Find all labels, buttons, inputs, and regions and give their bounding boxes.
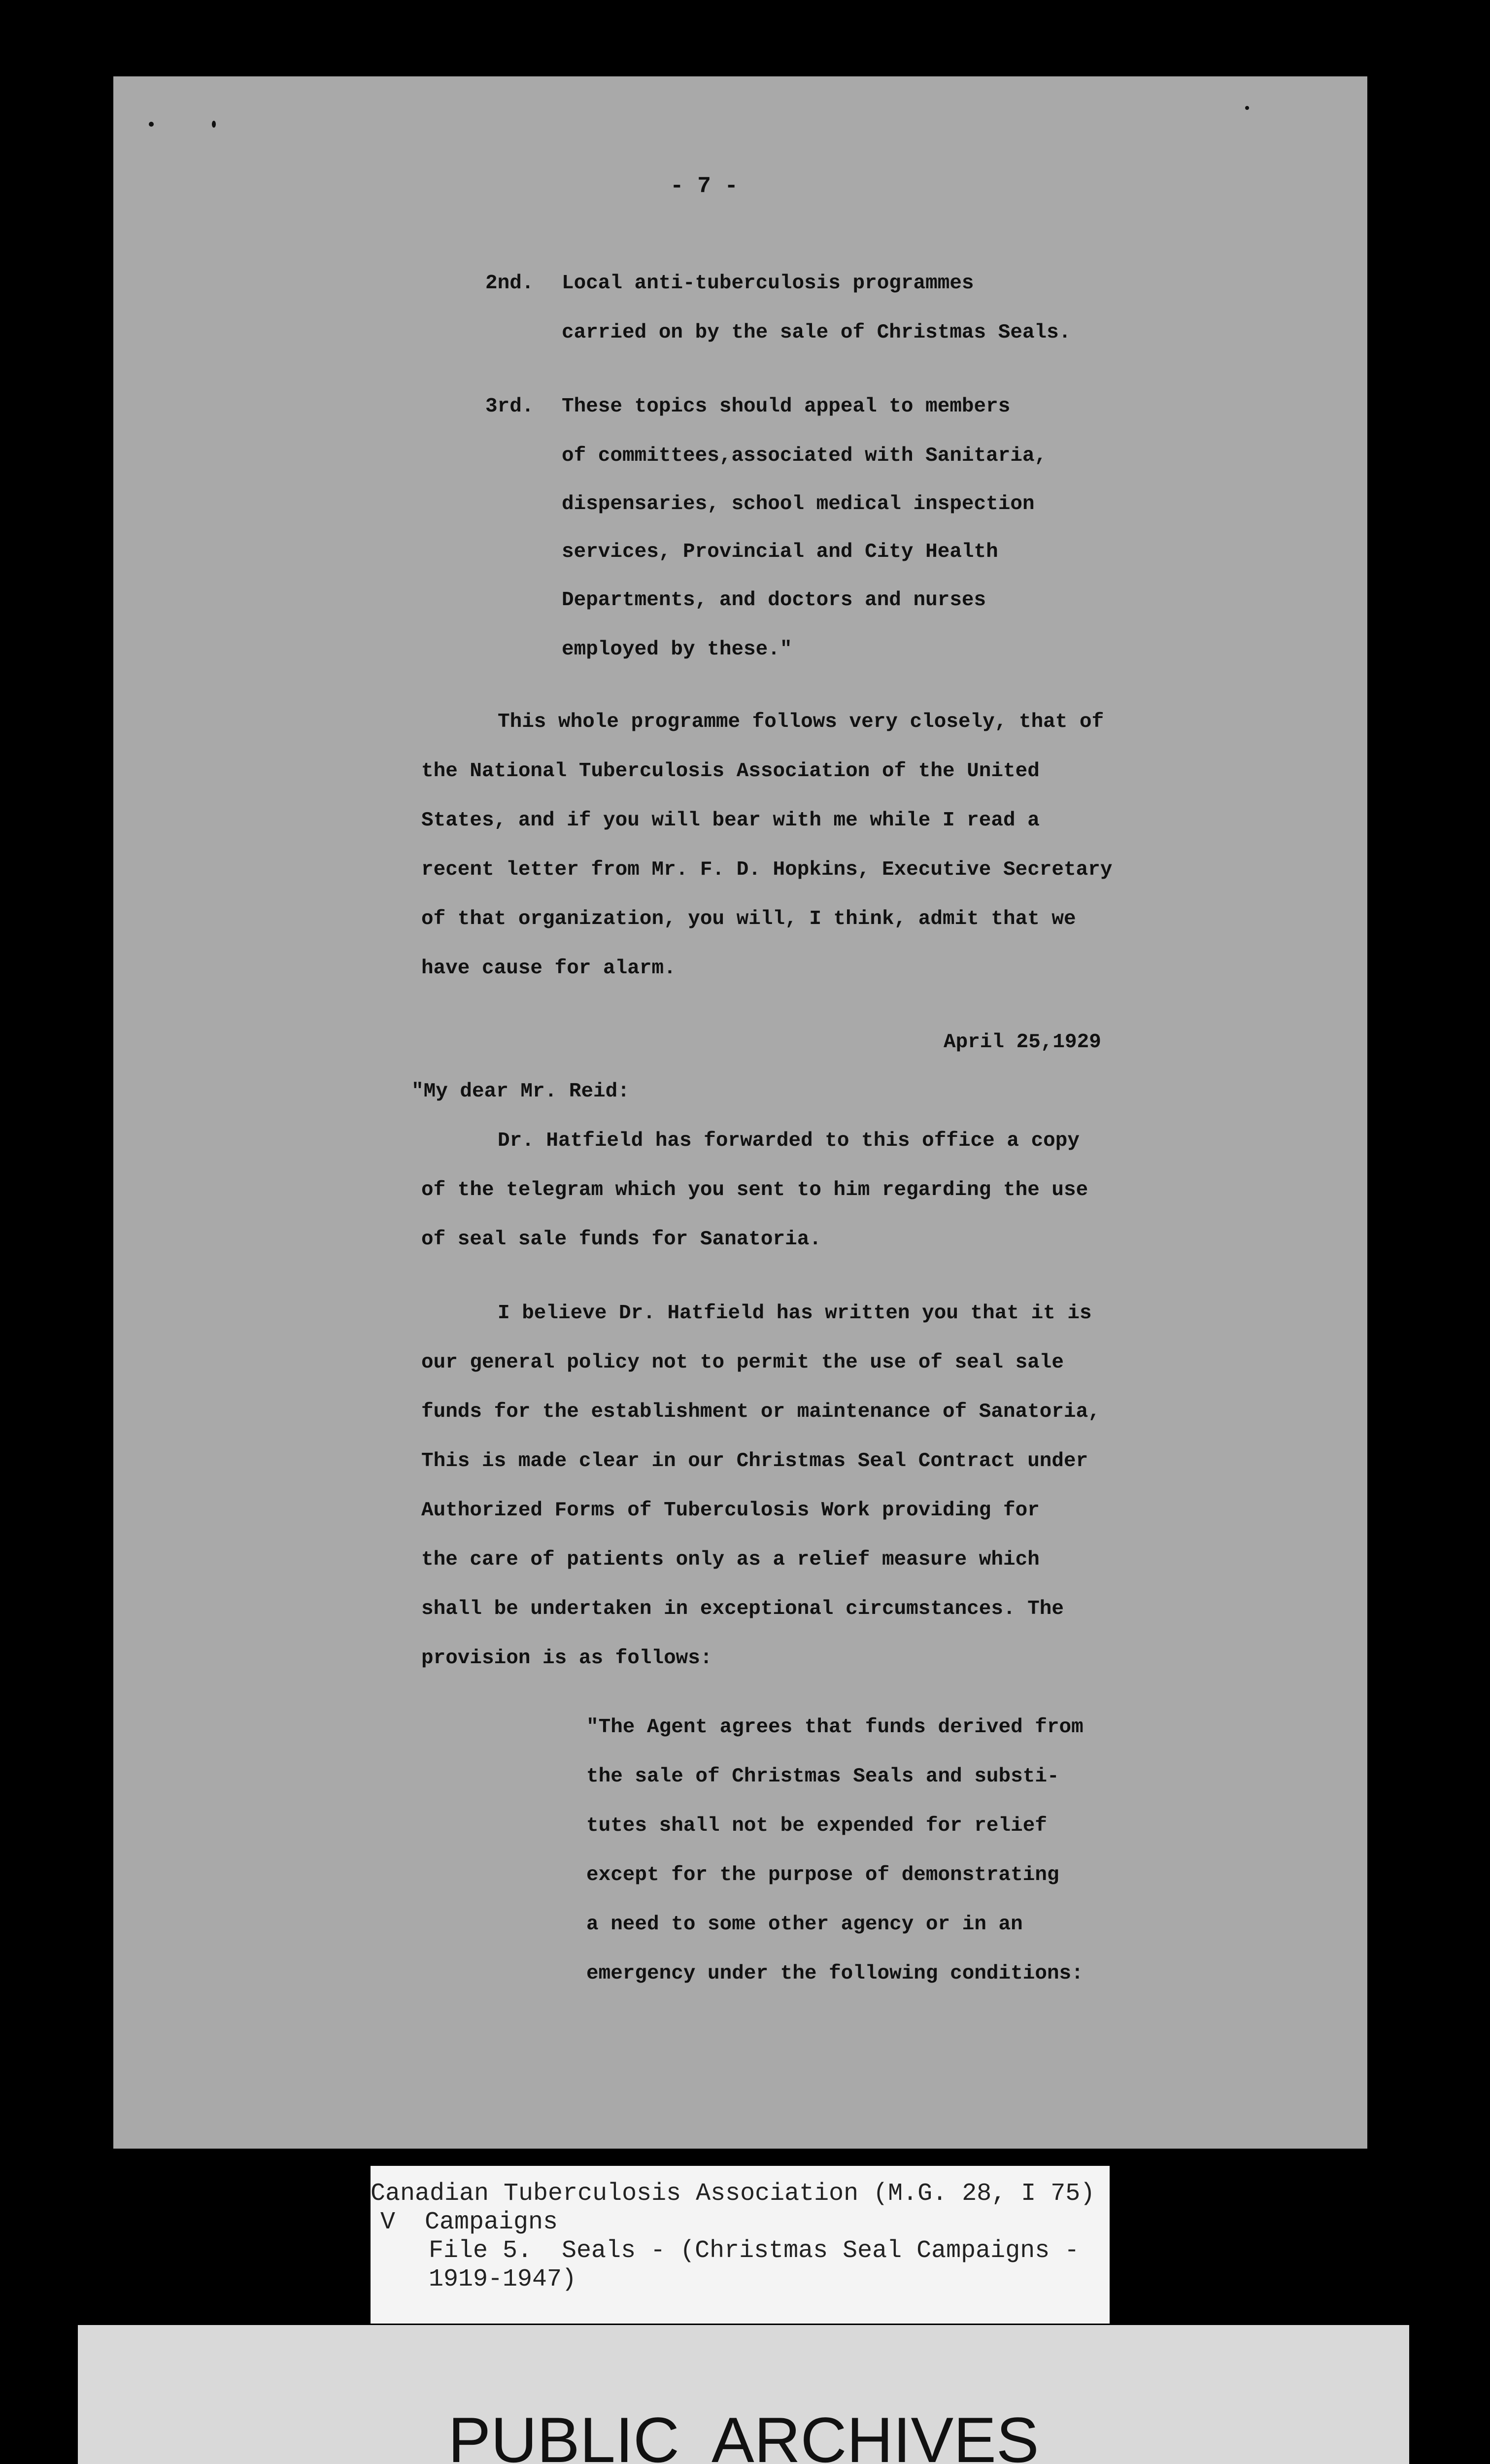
archive-reference-label	[371, 2166, 1110, 2324]
paper-speck	[212, 121, 216, 128]
archive-label-series: V Campaigns	[380, 2208, 558, 2236]
archive-label-years: 1919-1947)	[429, 2265, 577, 2293]
paragraph-3-line: I believe Dr. Hatfield has written you that it is	[498, 1302, 1092, 1325]
item-3-line: dispensaries, school medical inspection	[562, 493, 1035, 515]
item-3-line: services, Provincial and City Health	[562, 541, 998, 563]
paragraph-1-line: States, and if you will bear with me while I read a	[421, 809, 1040, 832]
paper-speck	[1245, 106, 1249, 110]
archive-label-collection: Canadian Tuberculosis Association (M.G. 28, I 75)	[371, 2180, 1095, 2208]
document-page	[113, 76, 1367, 2149]
paragraph-3-line: This is made clear in our Christmas Seal Contract under	[421, 1450, 1088, 1472]
item-2-line: Local anti-tuberculosis programmes	[562, 272, 974, 295]
item-3-line: These topics should appeal to members	[562, 395, 1011, 418]
item-3-line: employed by these."	[562, 638, 792, 661]
quotation-line: a need to some other agency or in an	[586, 1913, 1023, 1936]
archive-label-file: File 5. Seals - (Christmas Seal Campaigns -	[429, 2237, 1080, 2265]
quotation-line: the sale of Christmas Seals and substi-	[586, 1765, 1059, 1788]
page-number: - 7 -	[670, 173, 739, 199]
letter-salutation: "My dear Mr. Reid:	[411, 1080, 630, 1103]
item-3-number: 3rd.	[485, 395, 534, 418]
paragraph-3-line: provision is as follows:	[421, 1647, 712, 1670]
public-archives-banner	[78, 2325, 1409, 2464]
quotation-line: except for the purpose of demonstrating	[586, 1864, 1059, 1886]
item-2-line: carried on by the sale of Christmas Seals.	[562, 321, 1071, 344]
paragraph-3-line: the care of patients only as a relief measure which	[421, 1548, 1040, 1571]
letter-date: April 25,1929	[944, 1031, 1101, 1054]
paragraph-3-line: shall be undertaken in exceptional circumstances. The	[421, 1598, 1064, 1620]
paragraph-3-line: funds for the establishment or maintenance of Sanatoria,	[421, 1401, 1100, 1423]
item-3-line: of committees,associated with Sanitaria,	[562, 445, 1047, 467]
paragraph-1-line: of that organization, you will, I think, admit that we	[421, 908, 1076, 930]
paragraph-3-line: our general policy not to permit the use of seal sale	[421, 1351, 1064, 1374]
quotation-line: tutes shall not be expended for relief	[586, 1814, 1047, 1837]
item-2-number: 2nd.	[485, 272, 534, 295]
quotation-line: "The Agent agrees that funds derived from	[586, 1716, 1084, 1739]
paragraph-1-line: recent letter from Mr. F. D. Hopkins, Executive Secretary	[421, 858, 1113, 881]
paragraph-2-line: of seal sale funds for Sanatoria.	[421, 1228, 821, 1251]
paragraph-3-line: Authorized Forms of Tuberculosis Work providing for	[421, 1499, 1040, 1522]
quotation-line: emergency under the following conditions:	[586, 1962, 1084, 1985]
paragraph-2-line: of the telegram which you sent to him regarding the use	[421, 1179, 1088, 1201]
banner-english-title: PUBLIC ARCHIVES	[448, 2404, 1039, 2464]
paragraph-2-line: Dr. Hatfield has forwarded to this office a copy	[498, 1129, 1080, 1152]
paragraph-1-line: This whole programme follows very closely, that of	[498, 711, 1104, 733]
paragraph-1-line: have cause for alarm.	[421, 957, 676, 980]
paper-speck	[149, 122, 154, 127]
paragraph-1-line: the National Tuberculosis Association of the United	[421, 760, 1040, 783]
item-3-line: Departments, and doctors and nurses	[562, 589, 986, 612]
